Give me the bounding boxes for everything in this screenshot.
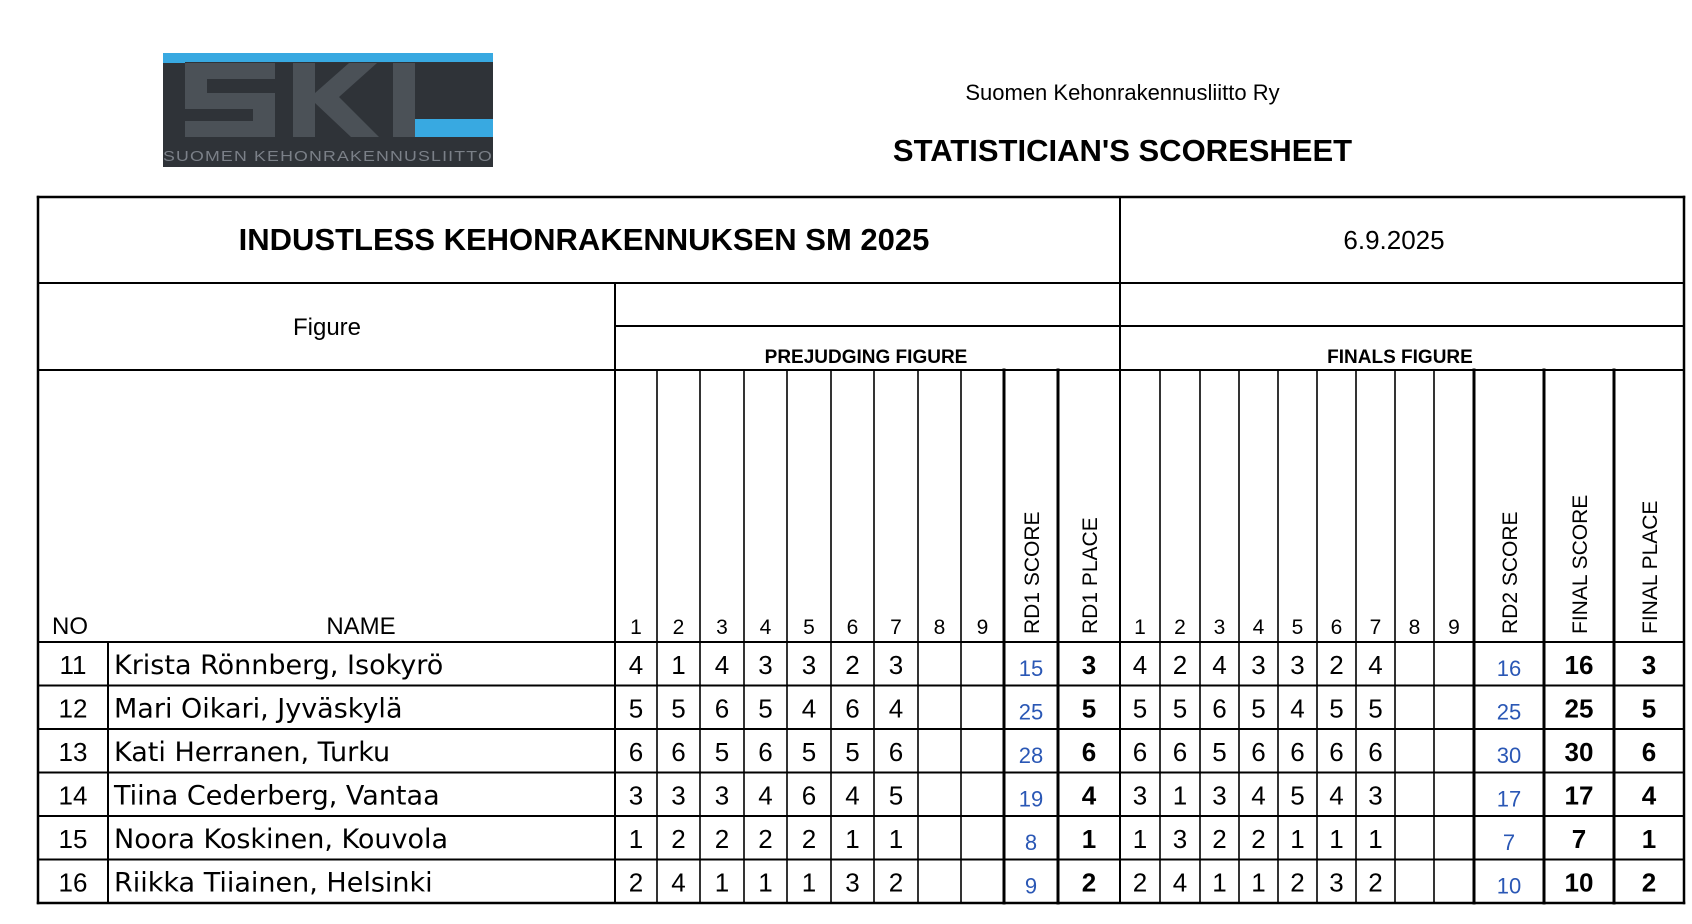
final-place-value: 4 [1641, 780, 1657, 811]
column-headers [630, 495, 1662, 639]
rd1-place-value: 5 [1081, 693, 1097, 724]
table-row [59, 824, 1657, 855]
rd1-place-value: 6 [1081, 737, 1097, 767]
finals-judge-score: 1 [1251, 867, 1266, 898]
finals-judge-score: 3 [1329, 867, 1344, 898]
prejudging-judge-score: 2 [758, 824, 773, 854]
rd1-score-value: 25 [1018, 699, 1044, 725]
prejudging-judge-score: 3 [845, 867, 860, 898]
finals-judge-score: 4 [1132, 650, 1148, 680]
rd1-score-value: 8 [1024, 830, 1038, 855]
rd1-score-value: 15 [1018, 656, 1044, 681]
prejudging-judge-header: 1 [630, 616, 642, 639]
competitor-name: Krista Rönnberg, Isokyrö [114, 650, 444, 681]
competitor-name: Riikka Tiiainen, Helsinki [114, 867, 433, 899]
column-header-no: NO [52, 613, 88, 640]
finals-judge-score: 1 [1290, 824, 1305, 854]
finals-judge-score: 4 [1212, 650, 1227, 680]
prejudging-judge-score: 1 [888, 824, 904, 854]
category-label: Figure [292, 314, 362, 341]
finals-judge-score: 3 [1132, 780, 1148, 811]
prejudging-judge-header: 3 [716, 616, 728, 639]
prejudging-judge-score: 2 [671, 824, 686, 854]
prejudging-judge-score: 5 [888, 780, 904, 811]
finals-judge-header: 5 [1291, 616, 1304, 639]
prejudging-judge-score: 6 [801, 780, 817, 811]
final-place-value: 3 [1641, 650, 1657, 680]
competitor-name: Mari Oikari, Jyväskylä [114, 693, 403, 725]
finals-judge-score: 4 [1368, 650, 1383, 680]
competitor-number: 12 [58, 693, 88, 724]
prejudging-judge-score: 6 [671, 737, 686, 767]
rd1-score-value: 9 [1024, 873, 1038, 899]
table-row [60, 650, 1657, 681]
rd2-score-value: 25 [1496, 699, 1522, 725]
prejudging-judge-score: 2 [845, 650, 860, 680]
prejudging-judge-score: 4 [888, 693, 904, 724]
prejudging-judge-score: 4 [845, 780, 860, 811]
prejudging-judge-score: 6 [628, 737, 644, 767]
prejudging-judge-score: 5 [758, 693, 773, 724]
finals-judge-score: 2 [1172, 650, 1188, 680]
finals-judge-score: 1 [1132, 824, 1148, 854]
rd1-score-header: RD1 SCORE [1021, 511, 1044, 634]
final-place-value: 6 [1641, 737, 1657, 767]
finals-judge-score: 6 [1329, 737, 1344, 767]
finals-judge-score: 5 [1368, 693, 1383, 724]
competitor-name: Noora Koskinen, Kouvola [114, 824, 449, 855]
final-place-value: 2 [1641, 867, 1657, 898]
finals-judge-score: 3 [1251, 650, 1266, 680]
prejudging-judge-score: 3 [888, 650, 904, 680]
finals-judge-score: 4 [1251, 780, 1266, 811]
prejudging-judge-score: 4 [628, 650, 644, 680]
rd1-score-value: 19 [1018, 786, 1044, 812]
finals-judge-score: 1 [1212, 867, 1227, 898]
finals-judge-score: 6 [1132, 737, 1148, 767]
logo-subtext: SUOMEN KEHONRAKENNUSLIITTO [163, 148, 493, 165]
finals-section-label: FINALS FIGURE [1327, 347, 1473, 368]
finals-judge-score: 2 [1212, 824, 1227, 854]
column-header-name: NAME [326, 613, 396, 640]
prejudging-judge-score: 4 [801, 693, 817, 724]
finals-judge-header: 1 [1134, 616, 1146, 639]
finals-judge-score: 5 [1172, 693, 1188, 724]
final-score-value: 10 [1564, 867, 1594, 898]
prejudging-judge-score: 1 [845, 824, 860, 854]
finals-judge-header: 6 [1330, 616, 1343, 639]
prejudging-judge-header: 4 [759, 616, 772, 639]
rd1-score-value: 28 [1018, 743, 1044, 768]
prejudging-judge-score: 3 [801, 650, 817, 680]
competitor-name: Tiina Cederberg, Vantaa [114, 780, 440, 812]
prejudging-judge-score: 5 [714, 737, 730, 767]
final-score-header: FINAL SCORE [1569, 494, 1592, 634]
finals-judge-score: 6 [1212, 693, 1227, 724]
prejudging-judge-score: 3 [758, 650, 773, 680]
finals-judge-score: 1 [1172, 780, 1188, 811]
final-place-header: FINAL PLACE [1639, 500, 1662, 634]
finals-judge-score: 3 [1368, 780, 1383, 811]
prejudging-judge-score: 2 [801, 824, 817, 854]
table-row [59, 868, 1657, 899]
final-place-value: 5 [1641, 693, 1657, 724]
final-place-value: 1 [1641, 824, 1657, 854]
competitor-number: 13 [58, 737, 88, 767]
prejudging-judge-header: 7 [890, 616, 902, 639]
rd1-place-value: 3 [1081, 650, 1097, 680]
prejudging-judge-score: 6 [714, 693, 730, 724]
finals-judge-score: 2 [1290, 867, 1305, 898]
competitor-number: 15 [58, 824, 88, 854]
competitor-number: 16 [58, 867, 88, 898]
prejudging-judge-score: 1 [801, 867, 817, 898]
finals-judge-header: 7 [1369, 616, 1382, 639]
prejudging-judge-score: 1 [628, 824, 644, 854]
prejudging-judge-header: 8 [933, 616, 946, 639]
rd1-place-value: 2 [1081, 867, 1097, 898]
finals-judge-score: 4 [1172, 867, 1188, 898]
rd2-score-value: 30 [1496, 743, 1522, 768]
prejudging-judge-score: 6 [758, 737, 773, 767]
finals-judge-score: 5 [1251, 693, 1266, 724]
prejudging-judge-score: 4 [714, 650, 730, 680]
prejudging-judge-score: 4 [671, 867, 686, 898]
prejudging-judge-score: 3 [671, 780, 686, 811]
finals-judge-score: 5 [1212, 737, 1227, 767]
finals-judge-score: 2 [1132, 867, 1148, 898]
finals-judge-score: 3 [1290, 650, 1305, 680]
rd1-place-value: 1 [1081, 824, 1097, 854]
finals-judge-score: 6 [1368, 737, 1383, 767]
prejudging-judge-score: 2 [628, 867, 644, 898]
finals-judge-score: 2 [1251, 824, 1266, 854]
rd2-score-value: 16 [1496, 656, 1522, 681]
prejudging-judge-score: 2 [714, 824, 730, 854]
finals-judge-header: 4 [1252, 616, 1265, 639]
finals-judge-score: 1 [1368, 824, 1383, 854]
table-row [59, 737, 1657, 768]
prejudging-judge-score: 1 [671, 650, 686, 680]
prejudging-judge-header: 2 [672, 616, 685, 639]
event-date: 6.9.2025 [1343, 225, 1445, 255]
finals-judge-score: 5 [1290, 780, 1305, 811]
prejudging-judge-score: 6 [845, 693, 860, 724]
prejudging-judge-score: 1 [758, 867, 773, 898]
finals-judge-header: 9 [1448, 616, 1460, 639]
finals-judge-header: 8 [1408, 616, 1421, 639]
final-score-value: 7 [1571, 824, 1587, 854]
prejudging-judge-score: 5 [801, 737, 817, 767]
prejudging-judge-score: 1 [714, 867, 730, 898]
prejudging-judge-score: 6 [888, 737, 904, 767]
competitor-name: Kati Herranen, Turku [114, 737, 391, 768]
finals-judge-score: 5 [1329, 693, 1344, 724]
finals-judge-score: 4 [1329, 780, 1344, 811]
finals-judge-score: 2 [1329, 650, 1344, 680]
final-score-value: 16 [1564, 650, 1594, 680]
finals-judge-score: 4 [1290, 693, 1305, 724]
rd2-score-value: 10 [1496, 873, 1522, 899]
prejudging-judge-score: 5 [671, 693, 686, 724]
rd2-score-value: 17 [1496, 786, 1522, 812]
table-row [59, 781, 1657, 812]
prejudging-section-label: PREJUDGING FIGURE [764, 347, 968, 368]
final-score-value: 30 [1564, 737, 1594, 767]
finals-judge-score: 6 [1172, 737, 1188, 767]
rd1-place-value: 4 [1081, 780, 1097, 811]
finals-judge-score: 6 [1290, 737, 1305, 767]
table-row [59, 694, 1657, 725]
prejudging-judge-score: 5 [628, 693, 644, 724]
finals-judge-score: 5 [1132, 693, 1148, 724]
sheet-title: STATISTICIAN'S SCORESHEET [892, 133, 1353, 168]
final-score-value: 17 [1564, 780, 1594, 811]
prejudging-judge-header: 5 [803, 616, 815, 639]
finals-judge-score: 3 [1212, 780, 1227, 811]
final-score-value: 25 [1564, 693, 1594, 724]
finals-judge-score: 1 [1329, 824, 1344, 854]
prejudging-judge-score: 4 [758, 780, 773, 811]
rd2-score-value: 7 [1502, 830, 1516, 855]
prejudging-judge-score: 3 [714, 780, 730, 811]
finals-judge-score: 2 [1368, 867, 1383, 898]
finals-judge-score: 6 [1251, 737, 1266, 767]
finals-judge-header: 3 [1213, 616, 1226, 639]
rd1-place-header: RD1 PLACE [1079, 517, 1102, 634]
prejudging-judge-header: 6 [846, 616, 859, 639]
competitor-number: 14 [58, 780, 88, 811]
event-title: INDUSTLESS KEHONRAKENNUKSEN SM 2025 [238, 222, 930, 257]
competitor-number: 11 [59, 650, 87, 680]
prejudging-judge-score: 5 [845, 737, 860, 767]
prejudging-judge-header: 9 [976, 616, 989, 639]
competitor-rows [59, 650, 1657, 899]
prejudging-judge-score: 3 [628, 780, 644, 811]
organization-name: Suomen Kehonrakennusliitto Ry [965, 80, 1280, 105]
finals-judge-header: 2 [1174, 616, 1186, 639]
prejudging-judge-score: 2 [888, 867, 904, 898]
rd2-score-header: RD2 SCORE [1499, 511, 1522, 634]
finals-judge-score: 3 [1172, 824, 1188, 854]
